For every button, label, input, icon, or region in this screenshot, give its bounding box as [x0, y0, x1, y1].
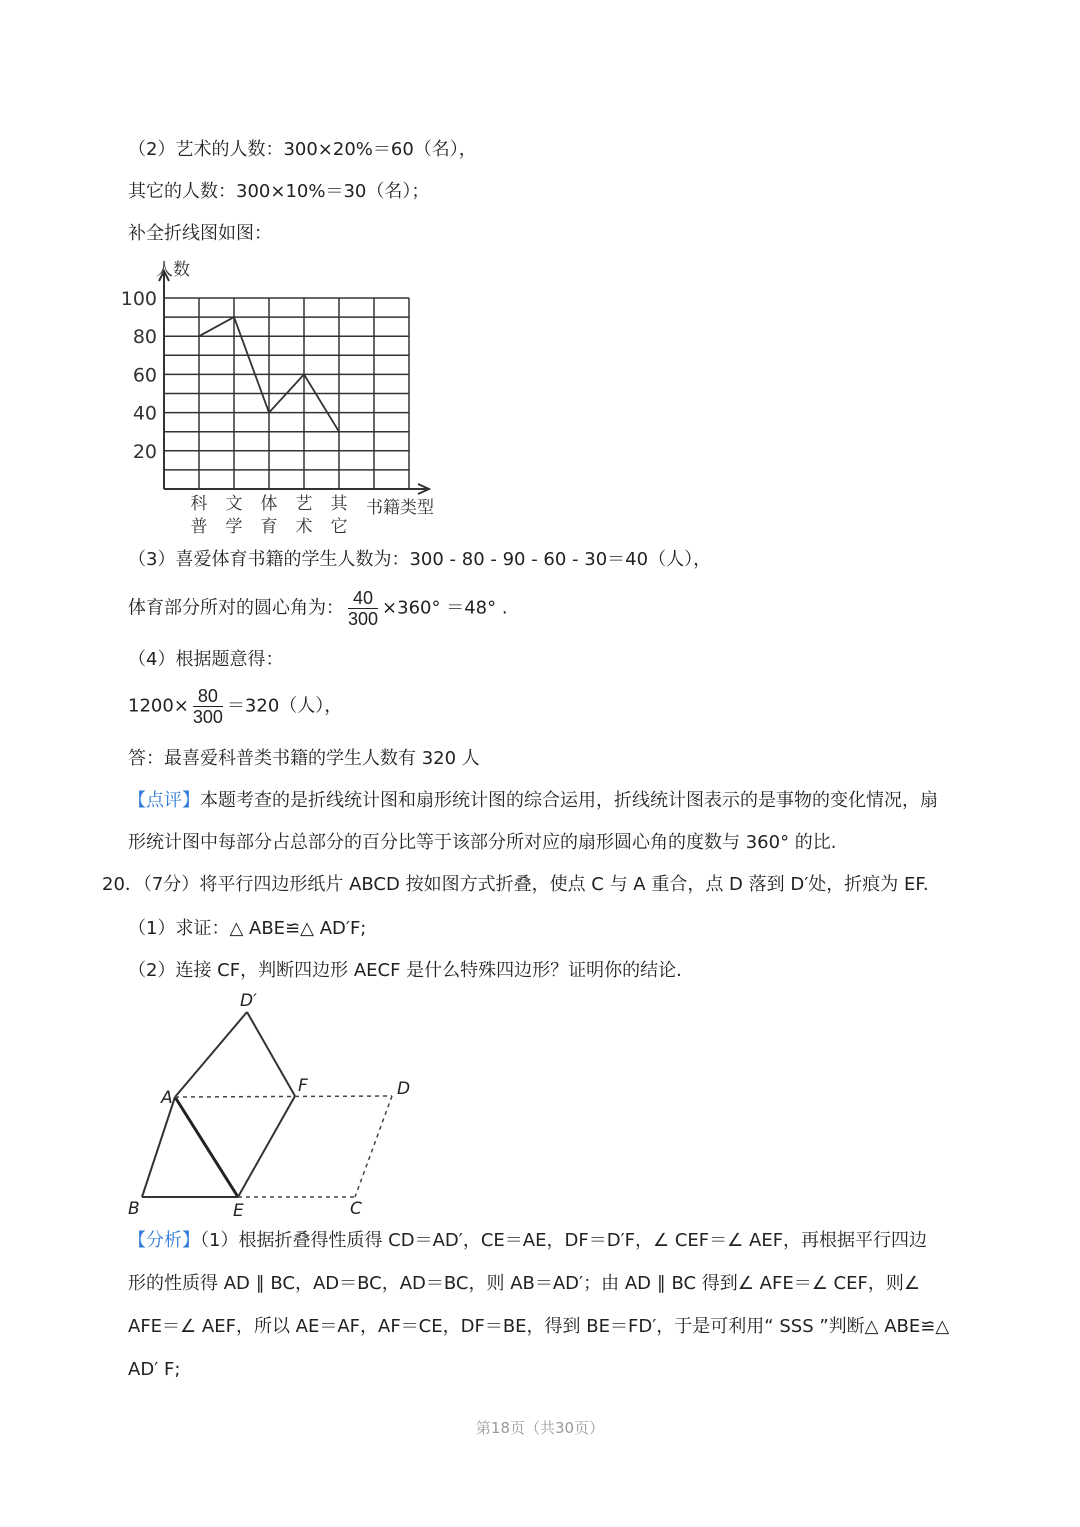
fraction-numerator: 40: [348, 588, 378, 609]
fraction-40-300: [348, 588, 378, 629]
x-tick-label: 育: [260, 517, 278, 537]
part4-prefix: 1200×: [128, 695, 189, 717]
part4-suffix: ＝320（人），: [226, 695, 343, 717]
data-point: [268, 412, 270, 414]
chart-ylabel: 人数: [156, 260, 190, 280]
part4-line2: [128, 686, 342, 727]
analysis-line4: AD′ F;: [128, 1359, 181, 1380]
x-tick-label: 艺: [295, 494, 313, 514]
comment-line1: [128, 789, 938, 813]
x-tick-label: 其: [330, 494, 348, 514]
page-footer: 第18页（共30页）: [475, 1419, 605, 1437]
label-E: E: [233, 1201, 244, 1218]
label-D: D: [397, 1079, 411, 1099]
comment-text1: 本题考查的是折线统计图和扇形统计图的综合运用，折线统计图表示的是事物的变化情况，扇: [200, 790, 938, 811]
question-20-title: 20．（7分）将平行四边形纸片 ABCD 按如图方式折叠，使点 C 与 A 重合，点 D 落到 D′处，折痕为 EF.: [102, 874, 929, 895]
segment-A-D-dashed: [175, 1096, 392, 1097]
label-A: A: [161, 1088, 173, 1108]
data-point: [338, 431, 340, 433]
fraction-denominator: 300: [348, 609, 379, 629]
y-tick-label: 20: [132, 440, 157, 463]
fraction-80-300: [193, 686, 223, 727]
segment-Dprime-F: [247, 1012, 295, 1096]
part3-line1: （3）喜爱体育书籍的学生人数为：300 - 80 - 90 - 60 - 30＝40（人），: [128, 549, 712, 570]
comment-tag: 【点评】: [128, 790, 200, 811]
fraction-denominator: 300: [192, 707, 223, 727]
line-chart: [120, 255, 450, 540]
segment-D-C-dashed: [355, 1096, 392, 1197]
part3-prefix: 体育部分所对的圆心角为：: [128, 597, 344, 619]
part4-answer: 答：最喜爱科普类书籍的学生人数有 320 人: [128, 748, 480, 769]
comment-line2: 形统计图中每部分占总部分的百分比等于该部分所对应的扇形圆心角的度数与 360° 的比.: [128, 832, 837, 853]
analysis-line1: [128, 1229, 927, 1253]
x-tick-label: 科: [190, 494, 208, 514]
analysis-line2: 形的性质得 AD ∥ BC，AD＝BC，AD＝BC，则 AB＝AD′；由 AD ∥ BC 得到∠ AFE＝∠ CEF，则∠: [128, 1273, 920, 1294]
part3-suffix: ×360° ＝48° .: [382, 597, 508, 619]
analysis-line3: AFE＝∠ AEF，所以 AE＝AF，AF＝CE，DF＝BE，得到 BE＝FD′，于是可利用“ SSS ”判断△ ABE≌△: [128, 1316, 950, 1337]
label-Dprime: D′: [240, 991, 257, 1011]
segment-A-B: [142, 1097, 175, 1197]
part4-line1: （4）根据题意得：: [128, 649, 284, 670]
label-B: B: [128, 1199, 140, 1218]
label-C: C: [350, 1199, 362, 1218]
part2-line3: 补全折线图如图：: [128, 223, 272, 244]
y-tick-label: 80: [132, 326, 157, 349]
part2-line1: （2）艺术的人数：300×20%＝60（名），: [128, 139, 477, 160]
segment-E-F: [238, 1096, 295, 1197]
y-tick-label: 100: [120, 288, 157, 310]
fraction-numerator: 80: [193, 686, 223, 707]
x-tick-label: 学: [225, 517, 243, 537]
parallelogram-fold-figure: [120, 988, 420, 1218]
label-F: F: [298, 1076, 308, 1096]
x-tick-label: 术: [295, 517, 313, 537]
analysis-text1: （1）根据折叠得性质得 CD＝AD′，CE＝AE，DF＝D′F，∠ CEF＝∠ AEF，再根据平行四边: [200, 1230, 928, 1251]
question-20-sub2: （2）连接 CF，判断四边形 AECF 是什么特殊四边形？证明你的结论.: [128, 960, 682, 981]
x-tick-label: 文: [225, 494, 243, 514]
part2-line2: 其它的人数：300×10%＝30（名）；: [128, 181, 430, 202]
y-tick-label: 60: [132, 364, 157, 387]
part3-line2: [128, 588, 508, 629]
data-point: [233, 316, 235, 318]
analysis-tag: 【分析】: [128, 1230, 200, 1251]
question-20-sub1: （1）求证：△ ABE≌△ AD′F;: [128, 918, 367, 939]
y-tick-label: 40: [132, 402, 157, 425]
x-tick-label: 它: [330, 517, 348, 537]
x-tick-label: 体: [260, 494, 278, 514]
segment-A-E: [175, 1097, 238, 1197]
x-tick-label: 普: [190, 517, 208, 537]
chart-xlabel: 书籍类型: [366, 498, 434, 518]
data-point: [198, 335, 200, 337]
segment-A-Dprime: [175, 1012, 247, 1097]
data-point: [303, 374, 305, 376]
